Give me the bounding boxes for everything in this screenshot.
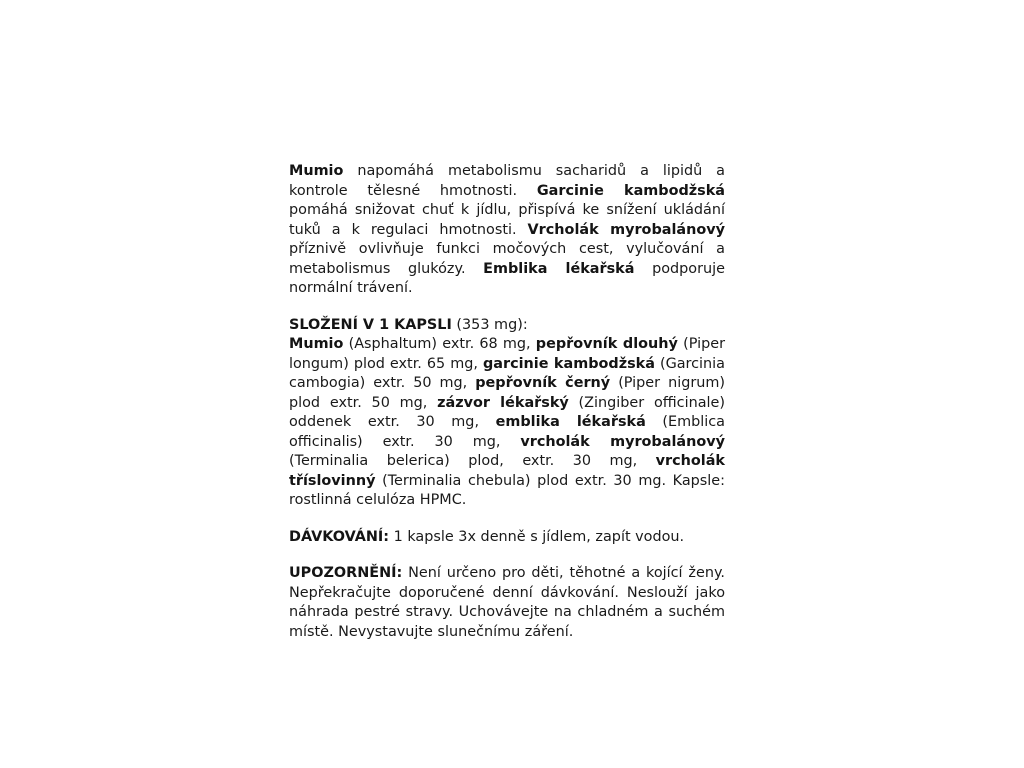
mumio-term: Mumio <box>289 163 344 179</box>
composition-heading: SLOŽENÍ V 1 KAPSLI <box>289 316 452 333</box>
ingredient-detail: (Piper longum) plod extr. 65 mg, <box>289 336 725 372</box>
product-label-text <box>289 162 725 642</box>
ingredient-name: zázvor lékařský <box>437 394 569 411</box>
ingredient-detail: (Terminalia chebula) plod extr. 30 mg. Kapsle: rostlinná celulóza HPMC. <box>289 472 725 508</box>
vrcholak-text: příznivě ovlivňuje funkci močových cest, vylučování a metabolismus glukózy. <box>289 241 725 277</box>
warning-heading: UPOZORNĚNÍ: <box>289 565 403 581</box>
composition-heading-note: (353 mg): <box>451 316 528 333</box>
dosage-text: 1 kapsle 3x denně s jídlem, zapít vodou. <box>389 528 685 545</box>
mumio-text: napomáhá metabolismu sacharidů a lipidů a kontrole tělesné hmotnosti. <box>289 163 725 199</box>
ingredient-detail: (Garcinia cambogia) extr. 50 mg, <box>289 355 725 391</box>
ingredient-detail: (Piper nigrum) plod extr. 50 mg, <box>289 375 725 411</box>
vrcholak-term: Vrcholák myrobalánový <box>527 221 725 238</box>
ingredient-detail: (Asphaltum) extr. 68 mg, <box>343 336 536 352</box>
ingredient-detail: (Zingiber officinale) oddenek extr. 30 mg, <box>289 394 725 430</box>
dosage-paragraph <box>289 528 725 548</box>
ingredient-detail: (Emblica officinalis) extr. 30 mg, <box>289 414 725 450</box>
ingredient-detail: (Terminalia belerica) plod, extr. 30 mg, <box>289 453 656 469</box>
ingredient-name: emblika lékařská <box>495 414 646 430</box>
description-paragraph <box>289 162 725 299</box>
warning-paragraph <box>289 564 725 642</box>
ingredient-name: garcinie kambodžská <box>482 355 655 372</box>
garcinie-text: pomáhá snižovat chuť k jídlu, přispívá ke snížení ukládání tuků a k regulaci hmotnosti. <box>289 202 725 238</box>
garcinie-term: Garcinie kambodžská <box>536 182 725 199</box>
ingredient-name: Mumio <box>289 336 344 352</box>
ingredient-name: vrcholák tříslovinný <box>289 453 725 489</box>
ingredient-name: pepřovník dlouhý <box>535 336 678 352</box>
ingredient-name: vrcholák myrobalánový <box>520 433 725 450</box>
ingredient-name: pepřovník černý <box>475 375 611 391</box>
warning-text: Není určeno pro děti, těhotné a kojící ženy. Nepřekračujte doporučené denní dávkování. Neslouží jako náhrada pestré stravy. Uchovávejte na chladném a suchém místě. Nevystavujte slunečnímu záření. <box>289 565 725 640</box>
emblika-term: Emblika lékařská <box>483 260 635 277</box>
emblika-text: podporuje normální trávení. <box>289 260 725 296</box>
composition-paragraph <box>289 316 725 511</box>
dosage-heading: DÁVKOVÁNÍ: <box>289 528 390 545</box>
